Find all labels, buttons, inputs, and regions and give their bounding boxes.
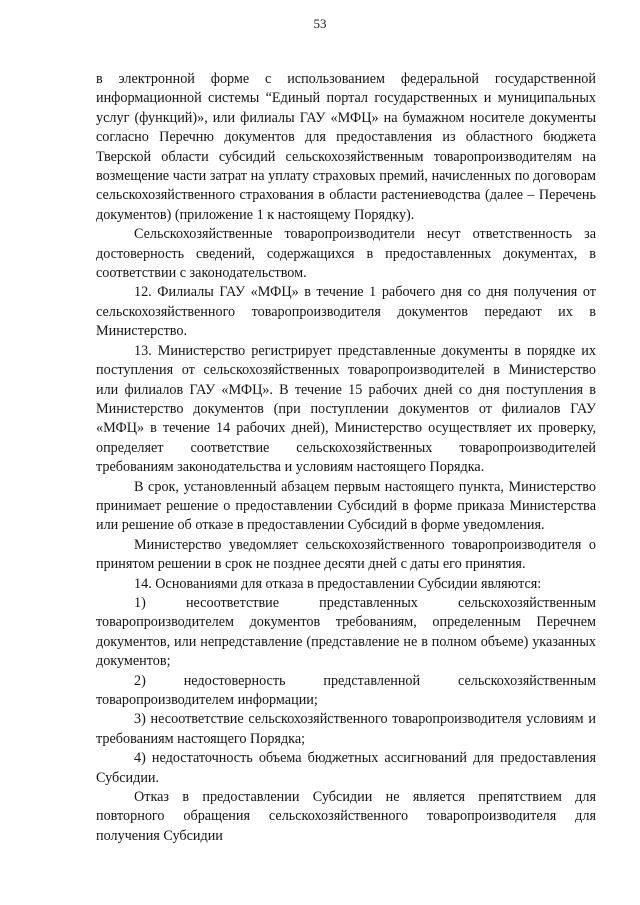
paragraph-refusal-note: Отказ в предоставлении Субсидии не является препятствием для повторного обращения сельскохозяйственного товаропроизводителя для получения Субсидии <box>96 789 596 844</box>
paragraph-notification: Министерство уведомляет сельскохозяйственного товаропроизводителя о принятом решении в срок не позднее десяти дней с даты его принятия. <box>96 536 596 573</box>
paragraph-item-14: 14. Основаниями для отказа в предоставлении Субсидии являются: <box>134 575 542 592</box>
paragraph-decision-deadline: В срок, установленный абзацем первым настоящего пункта, Министерство принимает решение о предоставлении Субсидий в форме приказа Министерства или решение об отказе в предоставлении Субсидий в форме уведомления. <box>96 478 596 534</box>
page-number: 53 <box>313 16 327 31</box>
paragraph-item-13: 13. Министерство регистрирует представленные документы в порядке их поступления от сельскохозяйственных товаропроизводителей в Министерство или филиалов ГАУ «МФЦ». В течение 15 рабочих дней со дня поступления в Министерство документов (при поступлении документов от филиалов ГАУ «МФЦ» в течение 14 рабочих дней), Министерство осуществляет их проверку, определяет соответствие сельскохозяйственных товаропроизводителей требованиям законодательства и условиям настоящего Порядка. <box>96 342 596 476</box>
paragraph-item-12: 12. Филиалы ГАУ «МФЦ» в течение 1 рабочего дня со дня получения от сельскохозяйственного товаропроизводителя документов передают их в Министерство. <box>96 284 596 340</box>
list-item-1: 1) несоответствие представленных сельскохозяйственным товаропроизводителем документов требованиям, определенным Перечнем документов, или непредставление (представление не в полном объеме) указанных документов; <box>96 594 596 670</box>
list-item-2: 2) недостоверность представленной сельскохозяйственным товаропроизводителем информации; <box>96 672 596 708</box>
list-item-4: 4) недостаточность объема бюджетных ассигнований для предоставления Субсидии. <box>96 750 596 786</box>
paragraph-responsibility: Сельскохозяйственные товаропроизводители несут ответственность за достоверность сведений, содержащихся в предоставленных документах, в соответствии с законодательством. <box>96 226 596 282</box>
list-item-3: 3) несоответствие сельскохозяйственного товаропроизводителя условиям и требованиям настоящего Порядка; <box>96 711 596 747</box>
paragraph-continuation: в электронной форме с использованием федеральной государственной информационной системы “Единый портал государственных и муниципальных услуг (функций)», или филиалы ГАУ «МФЦ» на бумажном носителе документы согласно Перечню документов для предоставления из областного бюджета Тверской области субсидий сельскохозяйственным товаропроизводителям на возмещение части затрат на уплату страховых премий, начисленных по договорам сельскохозяйственного страхования в области растениеводства (далее – Перечень документов) (приложение 1 к настоящему Порядку). <box>96 71 596 223</box>
document-body <box>96 70 596 846</box>
